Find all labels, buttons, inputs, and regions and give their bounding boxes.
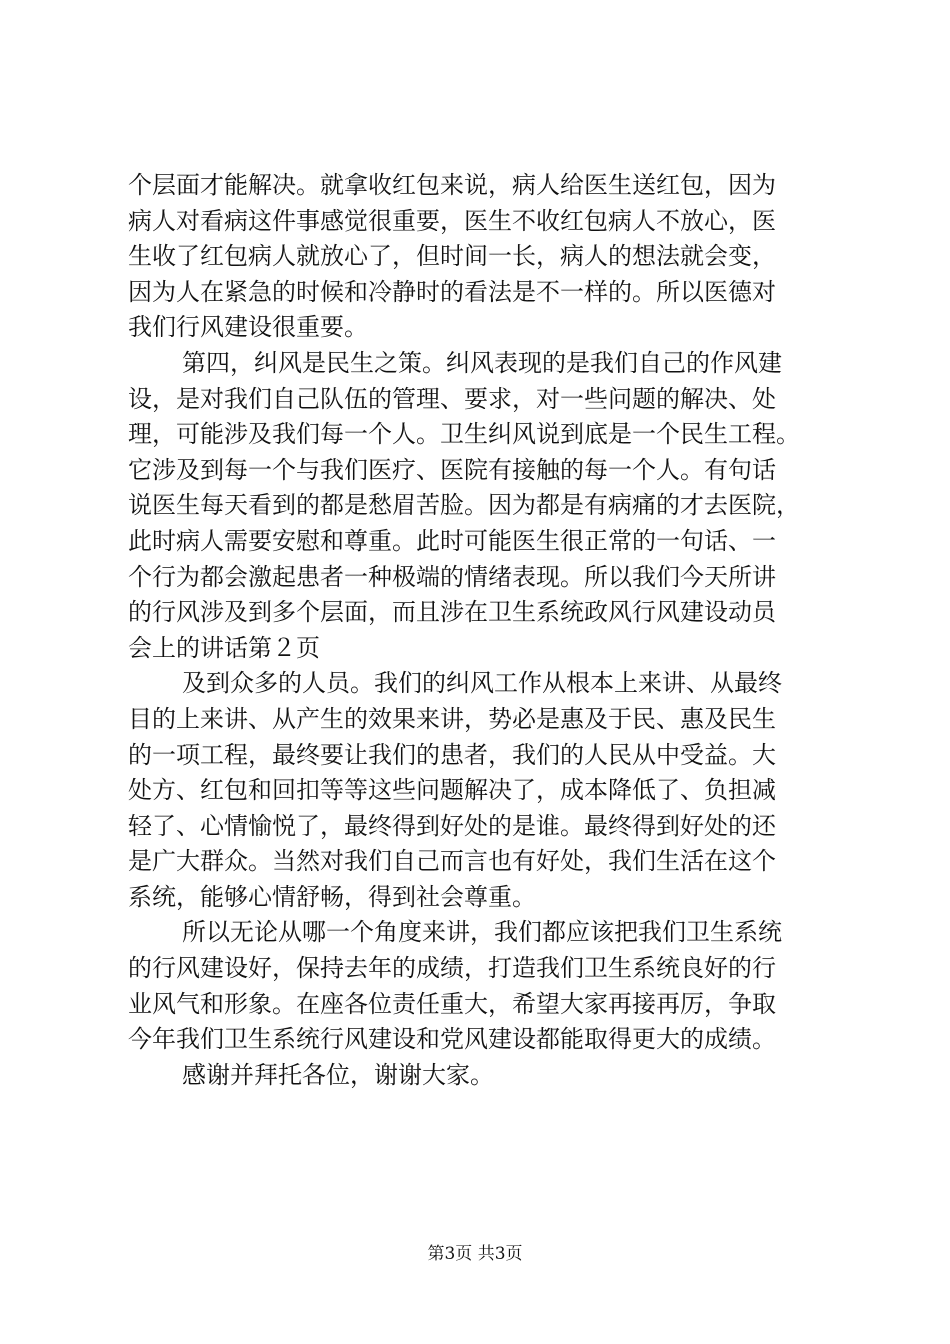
text-line: 所以无论从哪一个角度来讲，我们都应该把我们卫生系统 (182, 918, 782, 947)
text-line: 会上的讲话第２页 (128, 633, 320, 662)
text-line: 理，可能涉及我们每一个人。卫生纠风说到底是一个民生工程。 (128, 420, 800, 449)
text-line: 系统，能够心情舒畅，得到社会尊重。 (128, 882, 536, 911)
text-line: 说医生每天看到的都是愁眉苦脸。因为都是有病痛的才去医院， (128, 491, 800, 520)
text-line: 个行为都会激起患者一种极端的情绪表现。所以我们今天所讲 (128, 562, 776, 591)
text-line: 第四，纠风是民生之策。纠风表现的是我们自己的作风建 (182, 348, 782, 377)
text-line: 业风气和形象。在座各位责任重大，希望大家再接再厉，争取 (128, 989, 776, 1018)
text-line: 处方、红包和回扣等等这些问题解决了，成本降低了、负担减 (128, 776, 776, 805)
text-line: 是广大群众。当然对我们自己而言也有好处，我们生活在这个 (128, 847, 776, 876)
text-line: 的行风涉及到多个层面，而且涉在卫生系统政风行风建设动员 (128, 598, 776, 627)
text-line: 我们行风建设很重要。 (128, 313, 368, 342)
text-line: 因为人在紧急的时候和冷静时的看法是不一样的。所以医德对 (128, 277, 776, 306)
text-line: 轻了、心情愉悦了，最终得到好处的是谁。最终得到好处的还 (128, 811, 776, 840)
page-footer: 第3页 共3页 (427, 1244, 523, 1264)
text-line: 感谢并拜托各位，谢谢大家。 (182, 1060, 494, 1089)
text-line: 设，是对我们自己队伍的管理、要求，对一些问题的解决、处 (128, 384, 776, 413)
text-line: 目的上来讲、从产生的效果来讲，势必是惠及于民、惠及民生 (128, 704, 776, 733)
text-line: 它涉及到每一个与我们医疗、医院有接触的每一个人。有句话 (128, 455, 776, 484)
text-line: 生收了红包病人就放心了，但时间一长，病人的想法就会变， (128, 242, 776, 271)
document-body (128, 168, 828, 1093)
text-line: 此时病人需要安慰和尊重。此时可能医生很正常的一句话、一 (128, 526, 776, 555)
text-line: 今年我们卫生系统行风建设和党风建设都能取得更大的成绩。 (128, 1025, 776, 1054)
text-line: 的一项工程，最终要让我们的患者，我们的人民从中受益。大 (128, 740, 776, 769)
text-line: 的行风建设好，保持去年的成绩，打造我们卫生系统良好的行 (128, 954, 776, 983)
text-line: 及到众多的人员。我们的纠风工作从根本上来讲、从最终 (182, 669, 782, 698)
text-line: 个层面才能解决。就拿收红包来说，病人给医生送红包，因为 (128, 171, 776, 199)
text-line: 病人对看病这件事感觉很重要，医生不收红包病人不放心，医 (128, 206, 776, 235)
